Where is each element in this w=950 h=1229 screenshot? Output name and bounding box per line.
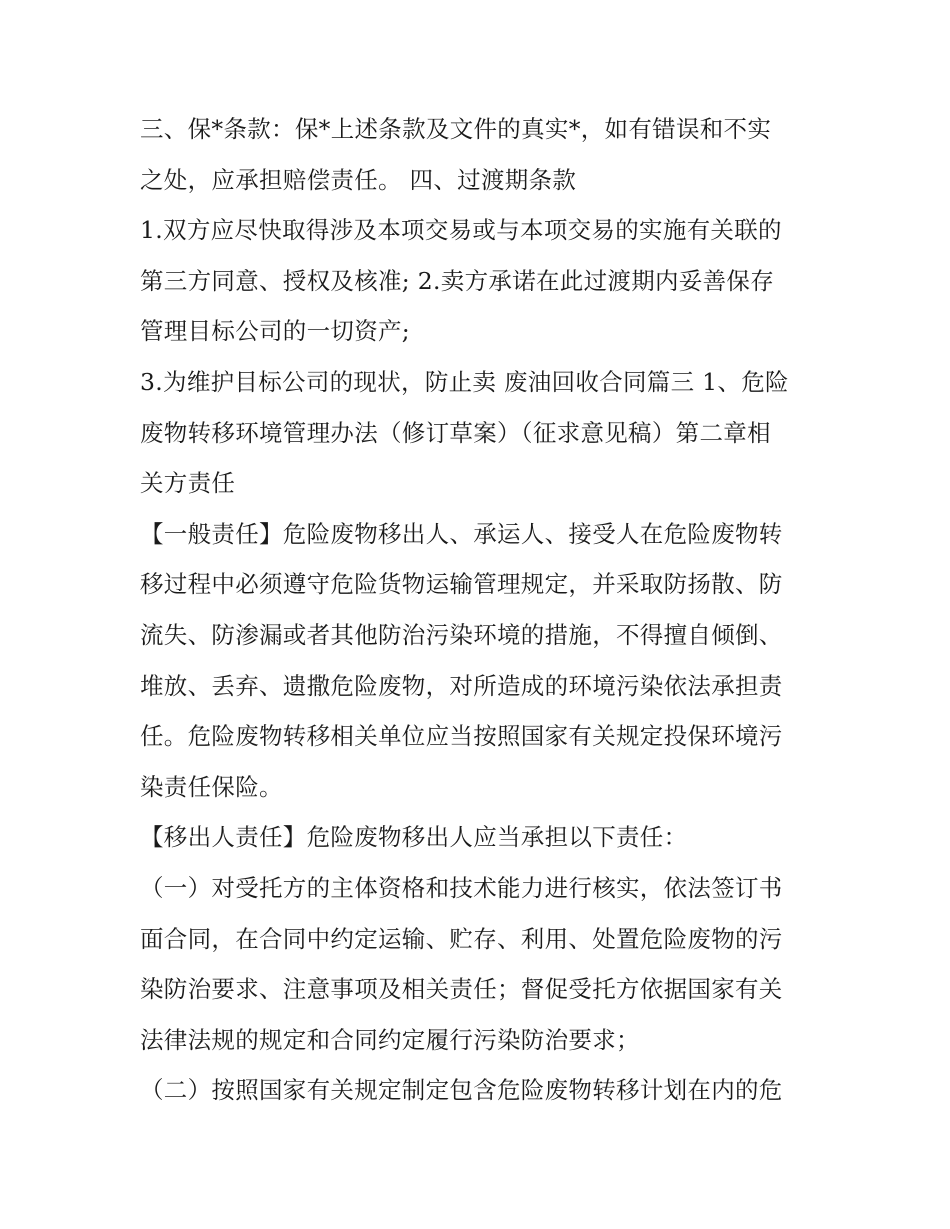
text-line: 废物转移环境管理办法（修订草案）（征求意见稿）第二章相 — [140, 418, 771, 447]
text-line: 堆放、丢弃、遗撒危险废物，对所造成的环境污染依法承担责 — [140, 671, 783, 700]
text-line: （二）按照国家有关规定制定包含危险废物转移计划在内的危 — [140, 1076, 783, 1105]
text-line: 法律法规的规定和合同约定履行污染防治要求； — [140, 1025, 640, 1054]
text-line: 关方责任 — [140, 469, 236, 498]
text-line: 三、保*条款：保*上述条款及文件的真实*，如有错误和不实 — [140, 115, 772, 143]
text-line: 流失、防渗漏或者其他防治污染环境的措施，不得擅自倾倒、 — [140, 620, 783, 649]
text-line: 管理目标公司的一切资产; — [140, 317, 411, 346]
text-line: 任。危险废物转移相关单位应当按照国家有关规定投保环境污 — [140, 722, 783, 751]
document-body — [140, 104, 820, 1116]
text-line: 【一般责任】危险废物移出人、承运人、接受人在危险废物转 — [140, 519, 783, 548]
text-line: 面合同，在合同中约定运输、贮存、利用、处置危险废物的污 — [140, 924, 783, 953]
text-line: 第三方同意、授权及核准; 2.卖方承诺在此过渡期内妥善保存 — [140, 266, 775, 295]
text-line: 【移出人责任】危险废物移出人应当承担以下责任： — [140, 823, 688, 852]
text-line: 1.双方应尽快取得涉及本项交易或与本项交易的实施有关联的 — [140, 216, 782, 245]
text-line: 染防治要求、注意事项及相关责任；督促受托方依据国家有关 — [140, 975, 783, 1004]
text-line: 染责任保险。 — [140, 772, 283, 801]
text-line: 之处，应承担赔偿责任。 四、过渡期条款 — [140, 165, 577, 194]
text-line: 移过程中必须遵守危险货物运输管理规定，并采取防扬散、防 — [140, 570, 783, 599]
text-line: （一）对受托方的主体资格和技术能力进行核实，依法签订书 — [140, 873, 783, 902]
text-line: 3.为维护目标公司的现状，防止卖 废油回收合同篇三 1、危险 — [140, 367, 789, 396]
